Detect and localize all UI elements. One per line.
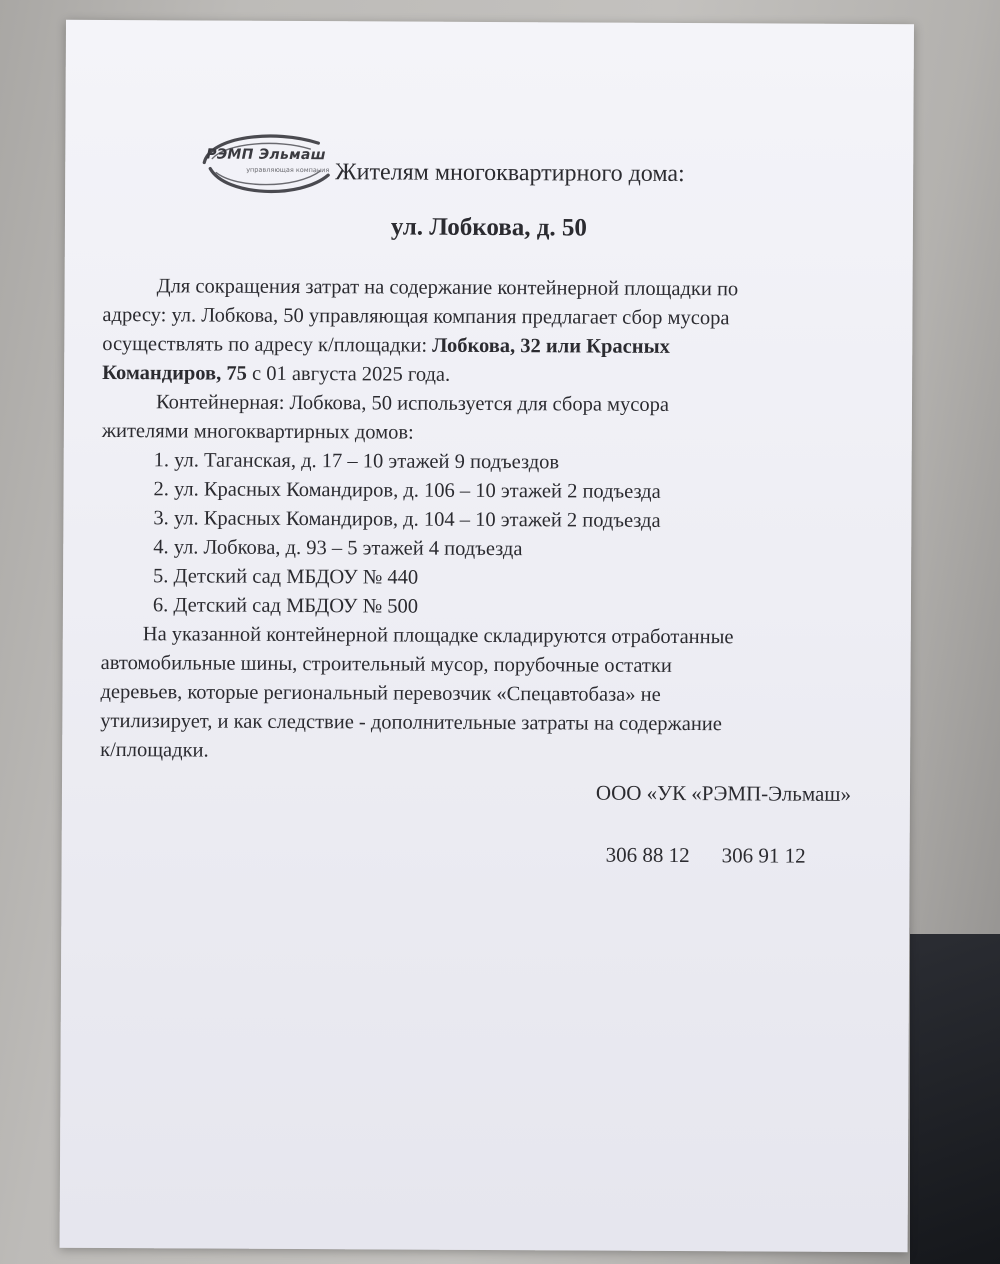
paragraph1-line4-text: с 01 августа 2025 года. (246, 362, 451, 386)
paragraph2-line1: Контейнерная: Лобкова, 50 используется для сбора мусора (155, 391, 670, 416)
notice-address: ул. Лобкова, д. 50 (390, 213, 587, 242)
phone-number-2: 306 91 12 (721, 843, 806, 868)
contact-phones (606, 843, 806, 869)
paragraph1-line3 (102, 330, 892, 363)
logo-name: РЭМП Эльмаш (206, 146, 326, 164)
paragraph3-line2: автомобильные шины, строительный мусор, порубочные остатки (100, 651, 672, 677)
phone-number-1: 306 88 12 (605, 842, 690, 868)
paragraph1-line2: адресу: ул. Лобкова, 50 управляющая компания предлагает сбор мусора (102, 303, 730, 330)
background-dark-surface (910, 934, 1000, 1264)
company-logo (196, 126, 338, 201)
paragraph3-line3: деревьев, которые региональный перевозчик «Спецавтобаза» не (100, 680, 661, 706)
paragraph3-line5: к/площадки. (100, 738, 209, 762)
list-item: 1. ул. Таганская, д. 17 – 10 этажей 9 подъездов (153, 449, 560, 474)
company-signature: ООО «УК «РЭМП-Эльмаш» (595, 780, 852, 806)
paragraph2-line2: жителями многоквартирных домов: (101, 419, 414, 444)
paragraph1-line4-bold: Командиров, 75 (102, 361, 247, 385)
logo-subtitle: управляющая компания (246, 165, 330, 175)
paragraph3-line4: утилизирует, и как следствие - дополнительные затраты на содержание (100, 709, 722, 736)
paragraph3-line1: На указанной контейнерной площадке складируются отработанные (142, 623, 734, 649)
paragraph1-line3-text: осуществлять по адресу к/площадки: (102, 332, 433, 357)
paragraph1-line3-bold: Лобкова, 32 или Красных (432, 334, 670, 358)
notice-title: Жителям многоквартирного дома: (335, 159, 685, 188)
list-item: 6. Детский сад МБДОУ № 500 (152, 594, 419, 618)
list-item: 4. ул. Лобкова, д. 93 – 5 этажей 4 подъезда (153, 536, 523, 561)
list-item: 2. ул. Красных Командиров, д. 106 – 10 этажей 2 подъезда (153, 478, 661, 503)
paragraph1-line1: Для сокращения затрат на содержание контейнерной площадки по (156, 275, 739, 301)
list-item: 3. ул. Красных Командиров, д. 104 – 10 этажей 2 подъезда (153, 507, 661, 532)
notice-sheet (60, 20, 914, 1252)
paragraph1-line4 (102, 359, 892, 392)
list-item: 5. Детский сад МБДОУ № 440 (153, 565, 419, 589)
logo-emblem-icon (196, 126, 338, 201)
notice-body (100, 272, 893, 769)
